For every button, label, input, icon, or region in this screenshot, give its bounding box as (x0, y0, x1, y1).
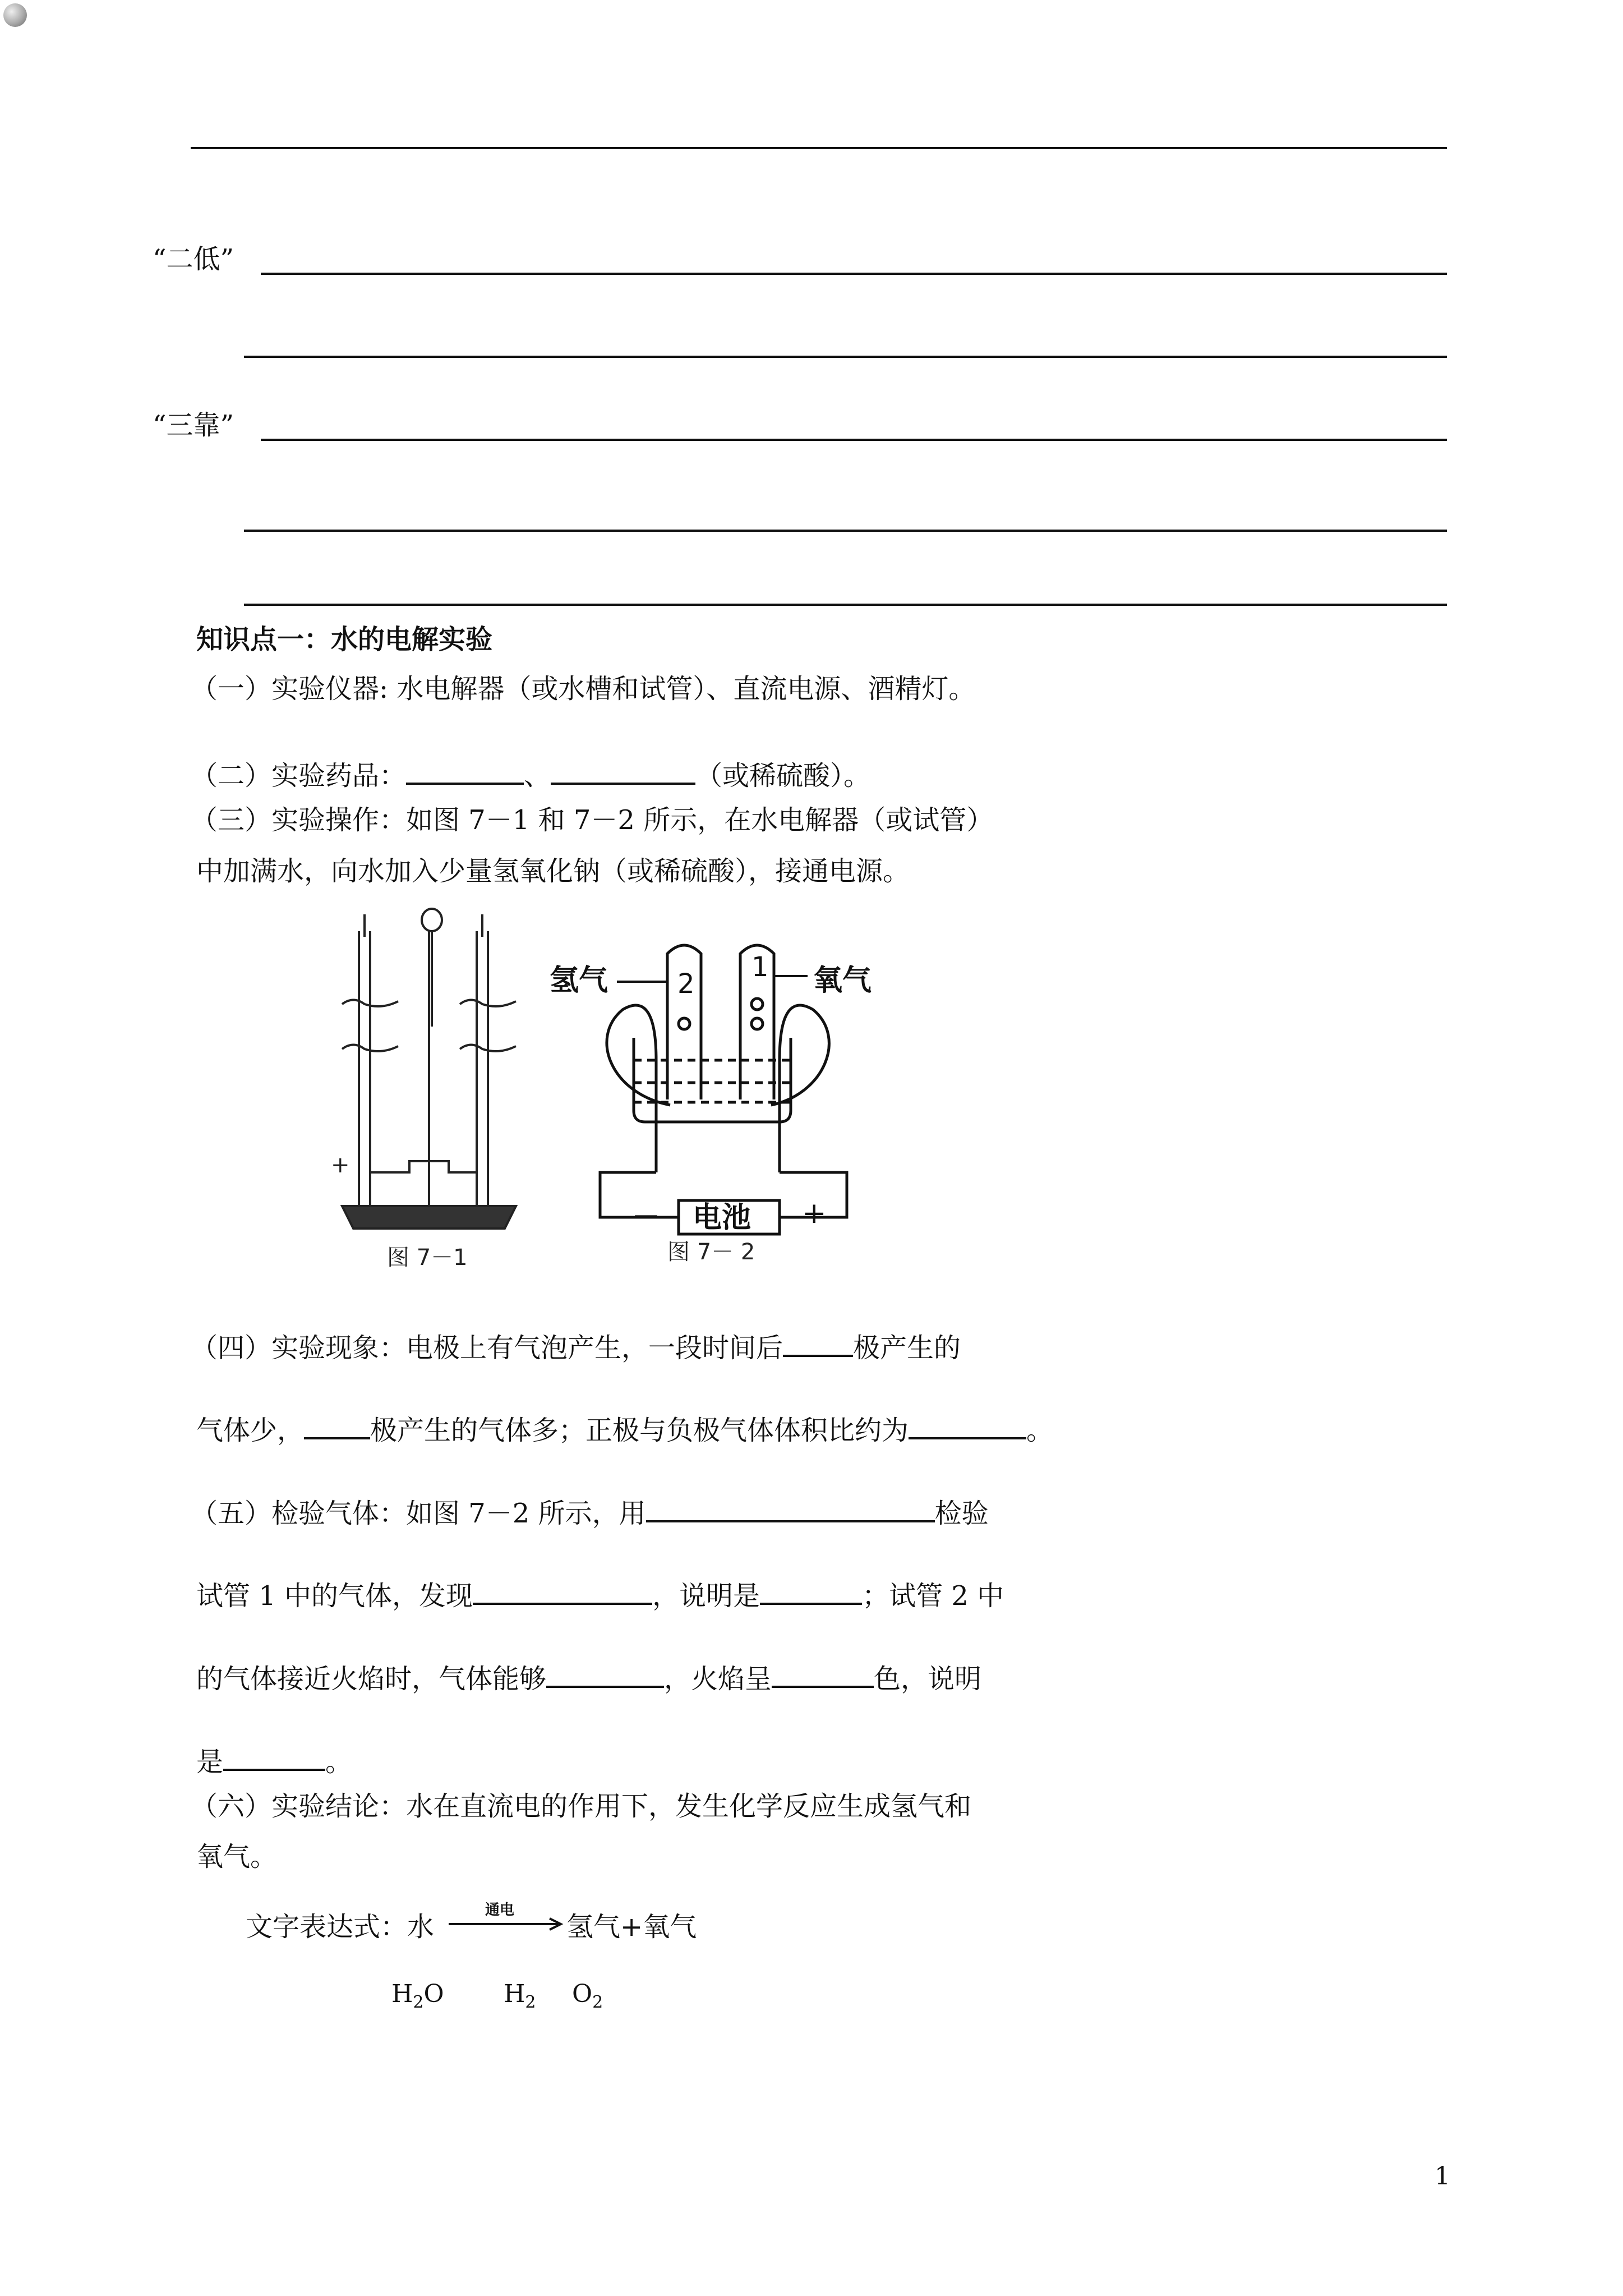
sankao-line-1[interactable] (261, 439, 1447, 441)
test-text-d: ，说明是 (652, 1580, 760, 1612)
test-text-b: 检验 (934, 1498, 989, 1529)
h2o-sub: 2 (413, 1993, 424, 2012)
gas2-blank[interactable] (223, 1741, 325, 1771)
paragraph-reagents (191, 754, 870, 793)
observation-blank[interactable] (473, 1575, 652, 1605)
reagent-blank-1[interactable] (406, 754, 524, 785)
reagent-blank-2[interactable] (551, 754, 695, 785)
battery-label: 电池 (693, 1201, 751, 1235)
phenomenon-text-a: （四）实验现象：电极上有气泡产生，一段时间后 (191, 1332, 783, 1364)
conclusion-line2: 氧气。 (196, 1841, 278, 1872)
phenomenon-text-e: 。 (1026, 1415, 1054, 1446)
battery-minus: — (634, 1200, 658, 1229)
phenomenon-text-c: 气体少， (196, 1415, 305, 1446)
test-line4 (196, 1741, 352, 1779)
paragraph-apparatus: （一）实验仪器: 水电解器（或水槽和试管）、直流电源、酒精灯。 (191, 673, 976, 705)
test-text-h: 色，说明 (874, 1663, 982, 1695)
test-text-e: ；试管 2 中 (862, 1580, 1004, 1612)
test-line3 (196, 1658, 981, 1696)
test-text-c: 试管 1 中的气体，发现 (196, 1580, 473, 1612)
pole-blank-2[interactable] (304, 1409, 370, 1439)
formula-h2 (504, 1977, 536, 2014)
erdi-line-2[interactable] (244, 356, 1447, 358)
h2-h: H (504, 1980, 525, 2008)
paragraph-operation-line1: （三）实验操作：如图 7－1 和 7－2 所示，在水电解器（或试管） (191, 804, 994, 836)
reagents-separator: 、 (524, 760, 551, 792)
phenomenon-text-d: 极产生的气体多；正极与负极气体体积比约为 (370, 1415, 909, 1446)
corner-decoration-icon (3, 3, 27, 27)
figure-7-1-apparatus (342, 909, 516, 1228)
electrolysis-figure (320, 892, 909, 1273)
sankao-label: “三靠” (153, 409, 234, 441)
oxygen-label: 氧气 (813, 964, 872, 997)
header-rule (191, 147, 1447, 149)
hydrogen-label: 氢气 (550, 964, 608, 997)
reagents-suffix: （或稀硫酸）。 (695, 760, 871, 792)
formula-o2 (572, 1977, 603, 2014)
section-title: 知识点一：水的电解实验 (196, 624, 493, 655)
test-text-g: ，火焰呈 (664, 1663, 772, 1695)
battery-plus: + (802, 1197, 827, 1230)
test-line1 (191, 1492, 989, 1530)
sankao-line-2[interactable] (244, 530, 1447, 532)
burn-blank[interactable] (546, 1658, 664, 1688)
conclusion-line1: （六）实验结论：水在直流电的作用下，发生化学反应生成氢气和 (191, 1791, 972, 1822)
erdi-label: “二低” (153, 243, 234, 275)
h2-sub: 2 (525, 1993, 536, 2012)
flame-color-blank[interactable] (772, 1658, 874, 1688)
ratio-blank[interactable] (909, 1409, 1026, 1439)
formula-h2o (391, 1977, 444, 2014)
figure-7-2-schematic (600, 945, 847, 1234)
test-text-a: （五）检验气体：如图 7－2 所示，用 (191, 1498, 646, 1529)
test-text-j: 。 (325, 1746, 353, 1778)
fig1-caption: 图 7－1 (387, 1245, 468, 1271)
phenomenon-line1 (191, 1327, 961, 1365)
tube-left-number: 2 (677, 968, 695, 1000)
tube-right-number: 1 (751, 951, 769, 983)
word-equation-right: 氢气+氧气 (566, 1911, 697, 1943)
gas1-blank[interactable] (760, 1575, 862, 1605)
fig1-plus-sign: + (331, 1152, 350, 1178)
reagents-prefix: （二）实验药品： (191, 760, 407, 792)
arrow-condition: 通电 (485, 1902, 515, 1918)
paragraph-operation-line2: 中加满水，向水加入少量氢氧化钠（或稀硫酸），接通电源。 (196, 855, 910, 887)
test-tool-blank[interactable] (646, 1492, 935, 1522)
word-equation-left: 文字表达式：水 (246, 1911, 435, 1943)
phenomenon-line2 (196, 1409, 1053, 1447)
sankao-line-3[interactable] (244, 604, 1447, 606)
page-number: 1 (1435, 2162, 1450, 2191)
pole-blank-1[interactable] (783, 1327, 853, 1357)
erdi-line-1[interactable] (261, 273, 1447, 275)
fig2-caption: 图 7－ 2 (667, 1239, 755, 1265)
test-text-i: 是 (196, 1746, 224, 1778)
o2-o: O (572, 1980, 593, 2008)
test-text-f: 的气体接近火焰时，气体能够 (196, 1663, 547, 1695)
h2o-h: H (391, 1980, 413, 2008)
phenomenon-text-b: 极产生的 (853, 1332, 961, 1364)
o2-sub: 2 (592, 1993, 603, 2012)
test-line2 (196, 1575, 1004, 1613)
h2o-o: O (423, 1980, 444, 2008)
reaction-arrow-icon (446, 1899, 566, 1938)
